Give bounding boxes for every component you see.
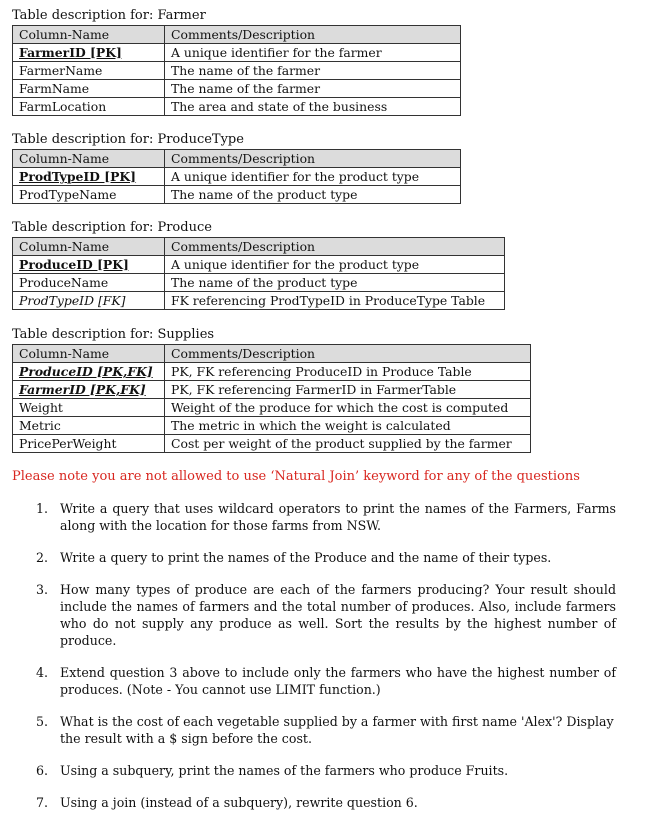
question-number: 6.: [36, 763, 49, 778]
column-name-cell: FarmName: [13, 80, 165, 98]
natural-join-note: Please note you are not allowed to use ‘Natural Join’ keyword for any of the questions: [12, 469, 580, 484]
table-row: [13, 417, 531, 435]
question-number: 7.: [36, 795, 49, 810]
description-cell: PK, FK referencing ProduceID in Produce Table: [165, 363, 531, 381]
table-row: [13, 80, 461, 98]
column-name-cell: FarmerName: [13, 62, 165, 80]
description-cell: PK, FK referencing FarmerID in FarmerTable: [165, 381, 531, 399]
description-cell: FK referencing ProdTypeID in ProduceType Table: [165, 292, 505, 310]
description-header: Comments/Description: [165, 150, 461, 168]
description-cell: The name of the farmer: [165, 62, 461, 80]
column-name-cell: ProdTypeID [FK]: [13, 292, 165, 310]
question-item: [36, 581, 616, 649]
description-cell: Cost per weight of the product supplied by the farmer: [165, 435, 531, 453]
column-name-cell: FarmerID [PK]: [13, 44, 165, 62]
question-item: [36, 794, 616, 811]
column-name-cell: ProduceID [PK]: [13, 256, 165, 274]
question-number: 1.: [36, 501, 49, 516]
question-text: Extend question 3 above to include only the farmers who have the highest number of produces. (Note - You cannot use LIMIT function.): [60, 665, 616, 697]
question-text: What is the cost of each vegetable supplied by a farmer with first name 'Alex'? Display the result with a $ sign before the cost.: [60, 714, 614, 746]
description-header: Comments/Description: [165, 345, 531, 363]
question-text: Using a subquery, print the names of the farmers who produce Fruits.: [60, 763, 509, 778]
question-list: [0, 500, 616, 826]
table-header-row: [13, 238, 505, 256]
description-header: Comments/Description: [165, 238, 505, 256]
farmer-table: [12, 25, 461, 116]
table-caption-producetype: Table description for: ProduceType: [12, 132, 244, 147]
column-name-header: Column-Name: [13, 345, 165, 363]
table-caption-supplies: Table description for: Supplies: [12, 327, 215, 342]
column-name-header: Column-Name: [13, 26, 165, 44]
question-number: 2.: [36, 550, 49, 565]
supplies-table: [12, 344, 531, 453]
table-row: [13, 256, 505, 274]
question-text: Write a query that uses wildcard operators to print the names of the Farmers, Farms along with the location for those farms from NSW.: [60, 501, 616, 533]
description-cell: Weight of the produce for which the cost is computed: [165, 399, 531, 417]
question-item: [36, 762, 616, 779]
description-cell: A unique identifier for the product type: [165, 168, 461, 186]
description-cell: The name of the product type: [165, 186, 461, 204]
description-cell: A unique identifier for the farmer: [165, 44, 461, 62]
table-caption-produce: Table description for: Produce: [12, 220, 212, 235]
question-item: [36, 713, 616, 747]
table-caption-farmer: Table description for: Farmer: [12, 8, 206, 23]
question-text: How many types of produce are each of the farmers producing? Your result should include the names of farmers and the total number of produces. Also, include farmers who do not supply any produce as well. Sort the results by the highest number of produce.: [60, 582, 616, 648]
column-name-cell: PricePerWeight: [13, 435, 165, 453]
table-row: [13, 381, 531, 399]
table-row: [13, 274, 505, 292]
table-header-row: [13, 345, 531, 363]
table-row: [13, 62, 461, 80]
table-row: [13, 44, 461, 62]
column-name-cell: FarmLocation: [13, 98, 165, 116]
question-number: 5.: [36, 714, 49, 729]
description-cell: The name of the product type: [165, 274, 505, 292]
column-name-cell: FarmerID [PK,FK]: [13, 381, 165, 399]
description-cell: The name of the farmer: [165, 80, 461, 98]
description-cell: The area and state of the business: [165, 98, 461, 116]
table-row: [13, 292, 505, 310]
description-header: Comments/Description: [165, 26, 461, 44]
column-name-header: Column-Name: [13, 150, 165, 168]
question-text: Using a join (instead of a subquery), rewrite question 6.: [60, 795, 418, 810]
question-item: [36, 500, 616, 534]
produce-table: [12, 237, 505, 310]
question-item: [36, 549, 616, 566]
question-text: Write a query to print the names of the Produce and the name of their types.: [60, 550, 552, 565]
table-row: [13, 168, 461, 186]
column-name-cell: Weight: [13, 399, 165, 417]
column-name-cell: Metric: [13, 417, 165, 435]
table-row: [13, 399, 531, 417]
column-name-cell: ProdTypeName: [13, 186, 165, 204]
table-row: [13, 186, 461, 204]
question-number: 4.: [36, 665, 49, 680]
table-row: [13, 363, 531, 381]
question-item: [36, 664, 616, 698]
producetype-table: [12, 149, 461, 204]
description-cell: The metric in which the weight is calculated: [165, 417, 531, 435]
table-row: [13, 98, 461, 116]
column-name-header: Column-Name: [13, 238, 165, 256]
description-cell: A unique identifier for the product type: [165, 256, 505, 274]
column-name-cell: ProduceID [PK,FK]: [13, 363, 165, 381]
column-name-cell: ProdTypeID [PK]: [13, 168, 165, 186]
table-header-row: [13, 150, 461, 168]
column-name-cell: ProduceName: [13, 274, 165, 292]
table-row: [13, 435, 531, 453]
table-header-row: [13, 26, 461, 44]
question-number: 3.: [36, 582, 49, 597]
